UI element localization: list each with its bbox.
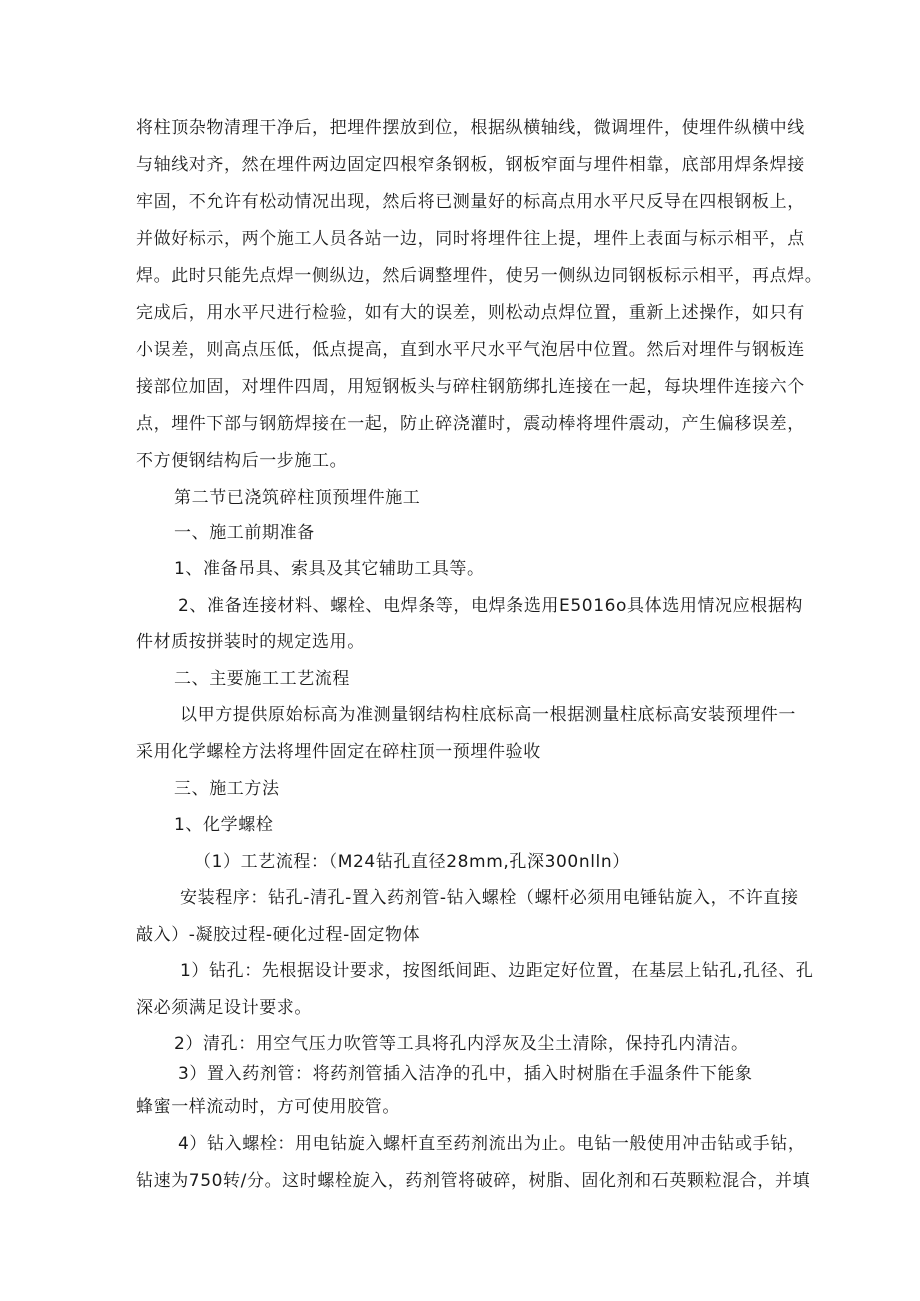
subsection-heading: 一、施工前期准备 bbox=[174, 523, 315, 543]
text-line: 采用化学螺栓方法将埋件固定在碎柱顶一预埋件验收 bbox=[136, 742, 541, 762]
subsection-heading: 三、施工方法 bbox=[174, 779, 280, 799]
text-line: 焊。此时只能先点焊一侧纵边，然后调整埋件，使另一侧纵边同钢板标示相平，再点焊。 bbox=[136, 266, 823, 286]
text-line: 敲入）-凝胶过程-硬化过程-固定物体 bbox=[136, 925, 421, 945]
text-line: 件材质按拼装时的规定选用。 bbox=[136, 632, 365, 652]
text-line: 不方便钢结构后一步施工。 bbox=[136, 451, 348, 471]
text-line: 小误差，则高点压低，低点提高，直到水平尺水平气泡居中位置。然后对埋件与钢板连 bbox=[136, 340, 805, 360]
subsection-heading: 二、主要施工工艺流程 bbox=[174, 669, 350, 689]
text-line: 与轴线对齐，然在埋件两边固定四根窄条钢板，钢板窄面与埋件相靠，底部用焊条焊接 bbox=[136, 155, 805, 175]
text-line: 1、化学螺栓 bbox=[174, 815, 274, 835]
text-line: 蜂蜜一样流动时，方可使用胶管。 bbox=[136, 1097, 400, 1117]
text-line: 钻速为750转/分。这时螺栓旋入，药剂管将破碎，树脂、固化剂和石英颗粒混合，并填 bbox=[136, 1171, 811, 1191]
text-line: 完成后，用水平尺进行检验，如有大的误差，则松动点焊位置，重新上述操作，如只有 bbox=[136, 303, 805, 323]
text-line: 接部位加固，对埋件四周，用短钢板头与碎柱钢筋绑扎连接在一起，每块埋件连接六个 bbox=[136, 377, 805, 397]
text-line: 并做好标示，两个施工人员各站一边，同时将埋件往上提，埋件上表面与标示相平，点 bbox=[136, 229, 805, 249]
text-line: 2、准备连接材料、螺栓、电焊条等，电焊条选用E5016o具体选用情况应根据构 bbox=[178, 596, 804, 616]
text-line: 2）清孔：用空气压力吹管等工具将孔内浮灰及尘土清除，保持孔内清洁。 bbox=[174, 1034, 749, 1054]
text-line: 3）置入药剂管：将药剂管插入洁净的孔中，插入时树脂在手温条件下能象 bbox=[178, 1064, 753, 1084]
text-line: 1）钻孔：先根据设计要求，按图纸间距、边距定好位置，在基层上钻孔,孔径、孔 bbox=[180, 961, 814, 981]
text-line: 以甲方提供原始标高为准测量钢结构柱底标高一根据测量柱底标高安装预埋件一 bbox=[180, 705, 796, 725]
text-line: 点，埋件下部与钢筋焊接在一起，防止碎浇灌时，震动棒将埋件震动，产生偏移误差， bbox=[136, 414, 805, 434]
text-line: 4）钻入螺栓：用电钻旋入螺杆直至药剂流出为止。电钻一般使用冲击钻或手钻， bbox=[178, 1134, 806, 1154]
text-line: 牢固，不允许有松动情况出现，然后将已测量好的标高点用水平尺反导在四根钢板上， bbox=[136, 192, 805, 212]
section-heading: 第二节已浇筑碎柱顶预埋件施工 bbox=[174, 488, 421, 508]
text-line: 将柱顶杂物清理干净后，把埋件摆放到位，根据纵横轴线，微调埋件，使埋件纵横中线 bbox=[136, 118, 805, 138]
text-line: 安装程序：钻孔-清孔-置入药剂管-钻入螺栓（螺杆必须用电锤钻旋入，不许直接 bbox=[180, 888, 799, 908]
text-line: （1）工艺流程：（M24钻孔直径28mm,孔深300nlln） bbox=[194, 852, 630, 872]
text-line: 1、准备吊具、索具及其它辅助工具等。 bbox=[174, 559, 485, 579]
text-line: 深必须满足设计要求。 bbox=[136, 998, 312, 1018]
